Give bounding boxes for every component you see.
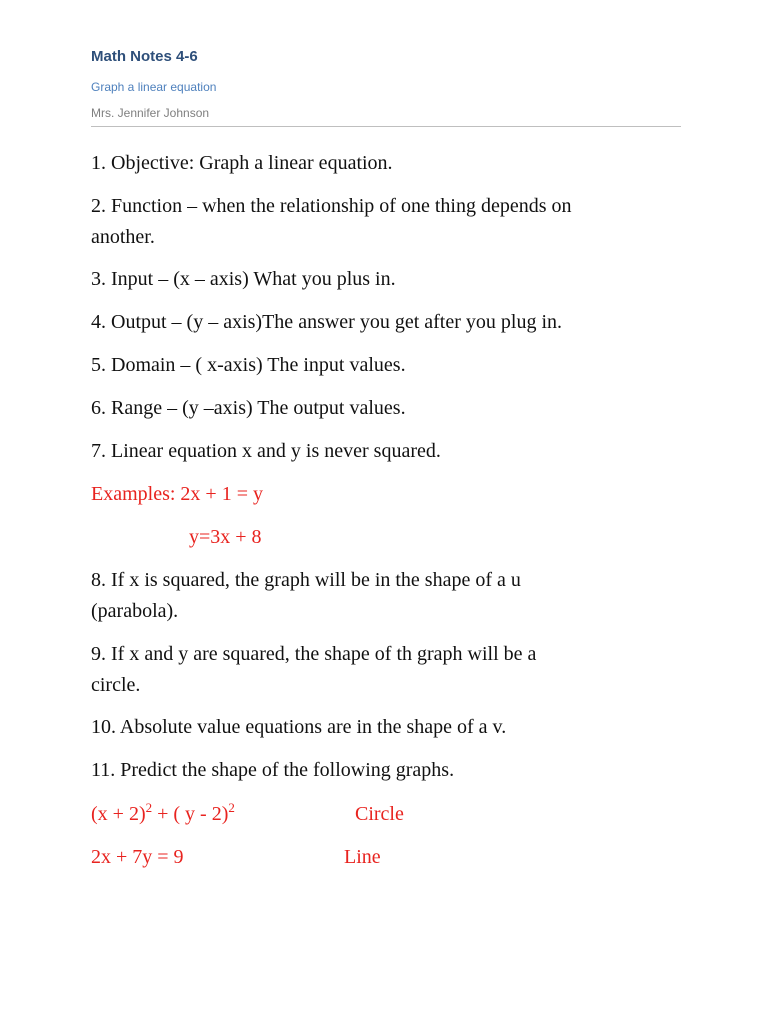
document-subtitle: Graph a linear equation	[91, 80, 217, 94]
note-2-line-2: another.	[91, 226, 155, 248]
prediction-answer-1: Circle	[355, 803, 404, 825]
note-8-line-2: (parabola).	[91, 600, 179, 622]
note-10: 10. Absolute value equations are in the shape of a v.	[91, 716, 507, 738]
note-9-line-2: circle.	[91, 674, 141, 696]
prediction-equation-1	[91, 799, 235, 830]
examples-label: Examples: 2x + 1 = y	[91, 483, 263, 505]
note-1: 1. Objective: Graph a linear equation.	[91, 152, 393, 174]
example-2: y=3x + 8	[189, 526, 262, 548]
header-divider	[91, 126, 681, 127]
note-11: 11. Predict the shape of the following graphs.	[91, 759, 455, 781]
prediction-equation-2: 2x + 7y = 9	[91, 846, 184, 868]
note-4: 4. Output – (y – axis)The answer you get after you plug in.	[91, 311, 563, 333]
prediction-answer-2: Line	[344, 846, 381, 868]
document-title: Math Notes 4-6	[91, 48, 198, 65]
eq1-part-2: + ( y - 2)	[152, 803, 229, 825]
note-3: 3. Input – (x – axis) What you plus in.	[91, 268, 396, 290]
note-8-line-1: 8. If x is squared, the graph will be in the shape of a u	[91, 569, 521, 591]
note-6: 6. Range – (y –axis) The output values.	[91, 397, 406, 419]
eq1-exponent-2: 2	[228, 800, 235, 815]
note-2-line-1: 2. Function – when the relationship of one thing depends on	[91, 195, 572, 217]
note-5: 5. Domain – ( x-axis) The input values.	[91, 354, 406, 376]
eq1-part-1: (x + 2)	[91, 803, 146, 825]
note-9-line-1: 9. If x and y are squared, the shape of th graph will be a	[91, 643, 537, 665]
document-author: Mrs. Jennifer Johnson	[91, 106, 210, 120]
eq1-exponent-1: 2	[145, 800, 153, 815]
note-7: 7. Linear equation x and y is never squared.	[91, 440, 441, 462]
